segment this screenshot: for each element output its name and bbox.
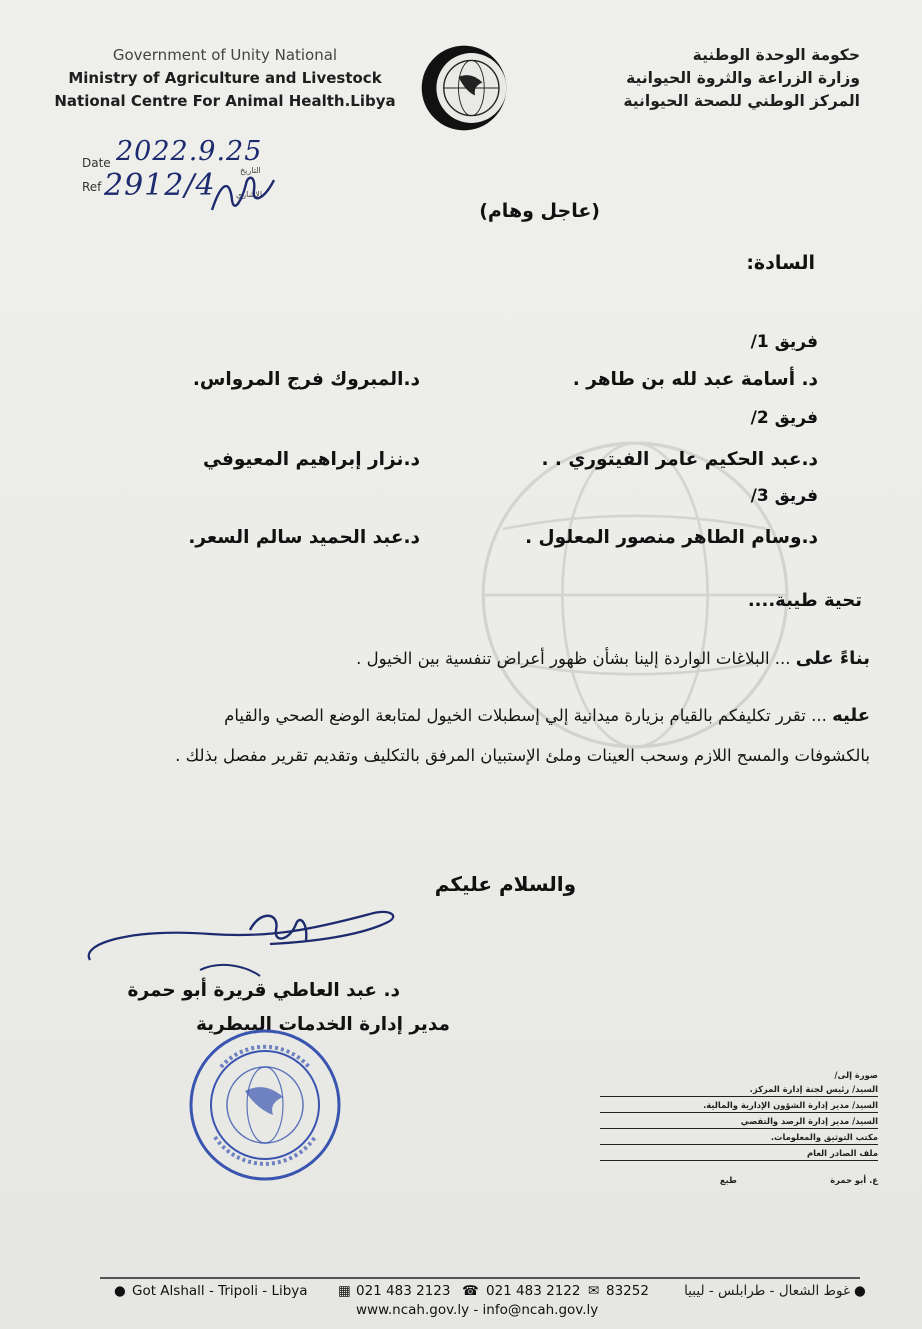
cc-line: السيد/ مدير إدارة الشؤون الإدارية والمالية.: [600, 1098, 878, 1113]
cc-initials-row: [600, 1173, 878, 1187]
cc-initials: ع. أبو حمرة: [830, 1175, 878, 1185]
header-ar-government: حكومة الوحدة الوطنية: [692, 46, 860, 64]
ref-label: Ref: [82, 180, 102, 194]
footer-location-icon-ar: ●: [854, 1283, 866, 1299]
cc-list: [600, 1068, 878, 1187]
cc-line: السيد/ رئيس لجنة إدارة المركز.: [600, 1082, 878, 1097]
urgent-note: (عاجل وهام): [479, 200, 600, 222]
ministry-logo-icon: [418, 42, 510, 134]
paragraph-2-lead: عليه: [832, 705, 870, 726]
team2-member2: د.نزار إبراهيم المعيوفي: [203, 449, 420, 470]
paragraph-1-text: ... البلاغات الواردة إلينا بشأن ظهور أعراض تنفسية بين الخيول .: [356, 649, 791, 668]
signer-name: د. عبد العاطي قريرة أبو حمرة: [127, 980, 400, 1001]
header-arabic: [560, 44, 860, 113]
header-en-centre: National Centre For Animal Health.Libya: [54, 92, 396, 110]
team3-member2: د.عبد الحميد سالم السعر.: [188, 527, 420, 548]
header-ar-centre: المركز الوطني للصحة الحيوانية: [623, 92, 860, 110]
team2-label: فريق 2/: [750, 408, 818, 428]
header-en-government: Government of Unity National: [112, 46, 338, 64]
footer-phone-icon: ☎: [462, 1283, 479, 1299]
cc-line: مكتب التوثيق والمعلومات.: [600, 1130, 878, 1145]
team3-member1: د.وسام الطاهر منصور المعلول .: [525, 527, 818, 548]
paragraph-1-lead: بناءً على: [795, 648, 870, 669]
team1-member2: د.المبروك فرج المرواس.: [192, 369, 420, 390]
team1-label: فريق 1/: [750, 332, 818, 352]
team3-label: فريق 3/: [750, 486, 818, 506]
team2-member1: د.عبد الحكيم عامر الفيتوري . .: [541, 449, 818, 470]
handwritten-ref: 2912/4: [104, 168, 216, 203]
date-label-ar: التاريخ: [240, 166, 261, 175]
paragraph-2: [40, 705, 870, 726]
closing: والسلام عليكم: [434, 872, 576, 896]
footer-divider: [100, 1277, 860, 1279]
footer-phone: 021 483 2122: [486, 1283, 581, 1299]
footer-address-en: Got Alshall - Tripoli - Libya: [132, 1283, 308, 1299]
footer-pobox: 83252: [606, 1283, 649, 1299]
cc-line: ملف الصادر العام: [600, 1146, 878, 1161]
paragraph-2-line2: بالكشوفات والمسح اللازم وسحب العينات وملئ الإستبيان المرفق بالتكليف وتقديم تقرير مفصل بذلك .: [175, 746, 870, 765]
footer-web: www.ncah.gov.ly - info@ncah.gov.ly: [356, 1302, 599, 1318]
paragraph-2-text: ... تقرر تكليفكم بالقيام بزيارة ميدانية إلي إسطبلات الخيول لمتابعة الوضع الصحي والقيام: [224, 706, 827, 725]
cc-line: السيد/ مدير إدارة الرصد والتقصي: [600, 1114, 878, 1129]
cc-typed: طبع: [719, 1175, 737, 1185]
cc-heading: صورة إلى/: [834, 1070, 878, 1080]
ref-label-ar: الإشاري: [236, 190, 263, 199]
footer-mail-icon: ✉: [588, 1283, 600, 1299]
official-stamp-icon: [185, 1025, 345, 1185]
ref-scribble-icon: [208, 170, 278, 220]
footer-fax: 021 483 2123: [356, 1283, 451, 1299]
team1-member1: د. أسامة عبد لله بن طاهر .: [572, 369, 818, 390]
greeting: تحية طيبة....: [747, 590, 862, 611]
date-label: Date: [82, 156, 111, 170]
footer-address-ar: غوط الشعال - طرابلس - ليبيا: [684, 1283, 850, 1299]
date-ref-block: [80, 136, 290, 230]
header-english: [40, 44, 410, 113]
footer-location-icon: ●: [114, 1283, 126, 1299]
header-en-ministry: Ministry of Agriculture and Livestock: [68, 69, 382, 87]
footer-fax-icon: ▦: [338, 1283, 351, 1299]
addressee: السادة:: [746, 252, 815, 274]
signer-title: مدير إدارة الخدمات البيطرية: [195, 1014, 450, 1035]
handwritten-date: 2022.9.25: [116, 136, 263, 167]
signature-scribble-icon: [70, 900, 410, 990]
header-ar-ministry: وزارة الزراعة والثروة الحيوانية: [626, 69, 860, 87]
paragraph-1: [180, 648, 870, 669]
